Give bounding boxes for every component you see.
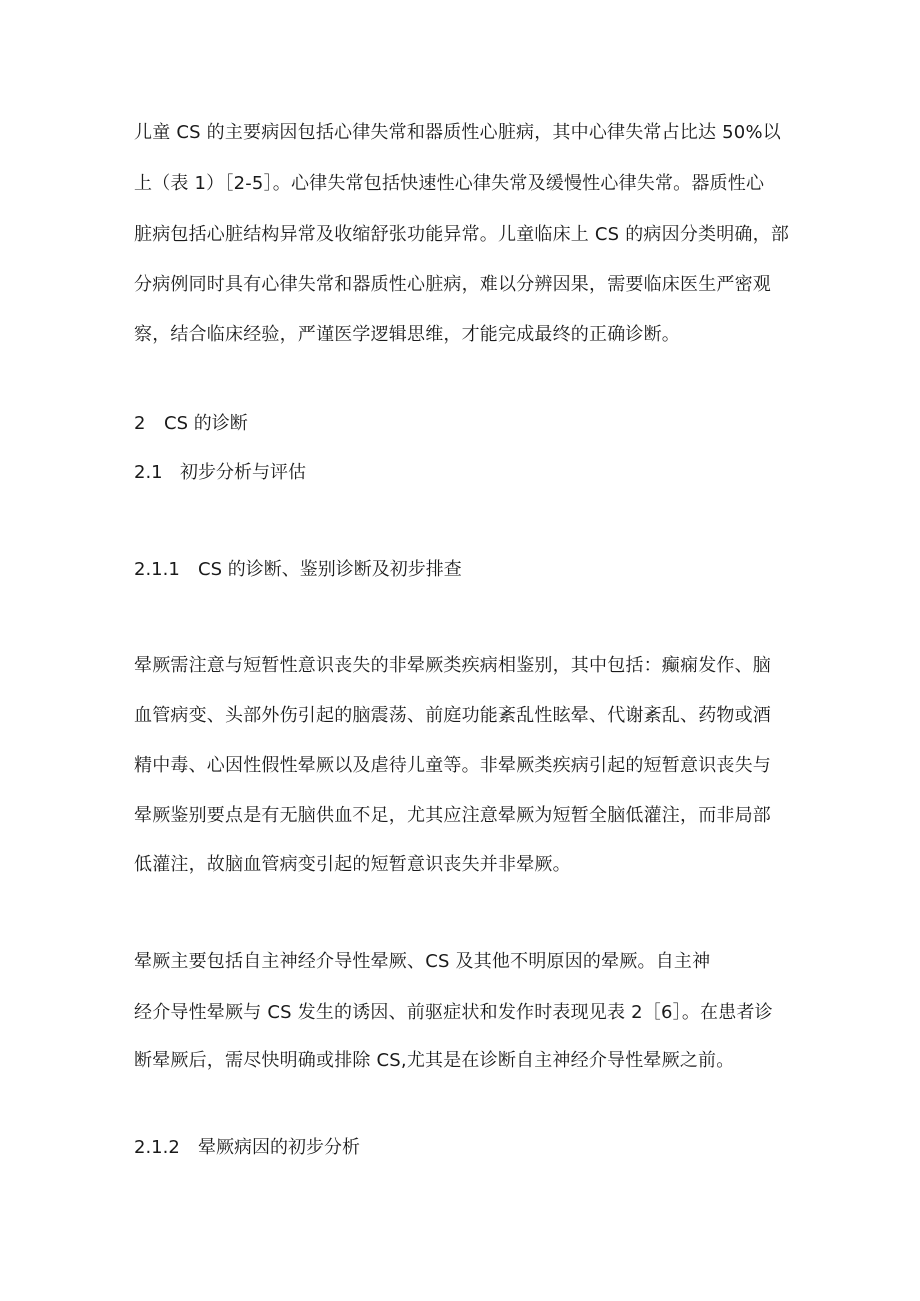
paragraph-4-line-2: 断晕厥后，需尽快明确或排除 CS,尤其是在诊断自主神经介导性晕厥之前。 [134, 1050, 735, 1071]
section-heading-2-1 [134, 460, 306, 486]
section-number: 2.1.1 [134, 559, 180, 580]
paragraph-2-line-3: 精中毒、心因性假性晕厥以及虐待儿童等。非晕厥类疾病引起的短暂意识丧失与 [134, 755, 771, 776]
section-heading-2-1-2 [134, 1135, 360, 1161]
section-number: 2 [134, 413, 146, 434]
section-number: 2.1 [134, 462, 163, 483]
paragraph-1-line-2: 上（表 1）［2-5］。心律失常包括快速性心律失常及缓慢性心律失常。器质性心 [134, 173, 765, 194]
section-title: CS 的诊断 [164, 413, 248, 434]
section-title: CS 的诊断、鉴别诊断及初步排查 [198, 559, 462, 580]
paragraph-4-line-1: 经介导性晕厥与 CS 发生的诱因、前驱症状和发作时表现见表 2［6］。在患者诊 [134, 1002, 773, 1023]
paragraph-2-line-4: 晕厥鉴别要点是有无脑供血不足，尤其应注意晕厥为短暂全脑低灌注，而非局部 [134, 805, 771, 826]
section-title: 晕厥病因的初步分析 [198, 1137, 360, 1158]
section-heading-2-1-1 [134, 557, 462, 583]
paragraph-1-line-5: 察，结合临床经验，严谨医学逻辑思维，才能完成最终的正确诊断。 [134, 324, 680, 345]
section-title: 初步分析与评估 [180, 462, 306, 483]
section-number: 2.1.2 [134, 1137, 180, 1158]
section-heading-2 [134, 411, 248, 437]
paragraph-1-line-1: 儿童 CS 的主要病因包括心律失常和器质性心脏病，其中心律失常占比达 50%以 [134, 122, 781, 143]
paragraph-2-line-5: 低灌注，故脑血管病变引起的短暂意识丧失并非晕厥。 [134, 854, 571, 875]
paragraph-2-line-1: 晕厥需注意与短暂性意识丧失的非晕厥类疾病相鉴别，其中包括：癫痫发作、脑 [134, 655, 771, 676]
paragraph-2-line-2: 血管病变、头部外伤引起的脑震荡、前庭功能紊乱性眩晕、代谢紊乱、药物或酒 [134, 705, 771, 726]
paragraph-1-line-4: 分病例同时具有心律失常和器质性心脏病，难以分辨因果，需要临床医生严密观 [134, 274, 771, 295]
paragraph-1-line-3: 脏病包括心脏结构异常及收缩舒张功能异常。儿童临床上 CS 的病因分类明确，部 [134, 224, 790, 245]
paragraph-3-line-1: 晕厥主要包括自主神经介导性晕厥、CS 及其他不明原因的晕厥。自主神 [134, 951, 711, 972]
